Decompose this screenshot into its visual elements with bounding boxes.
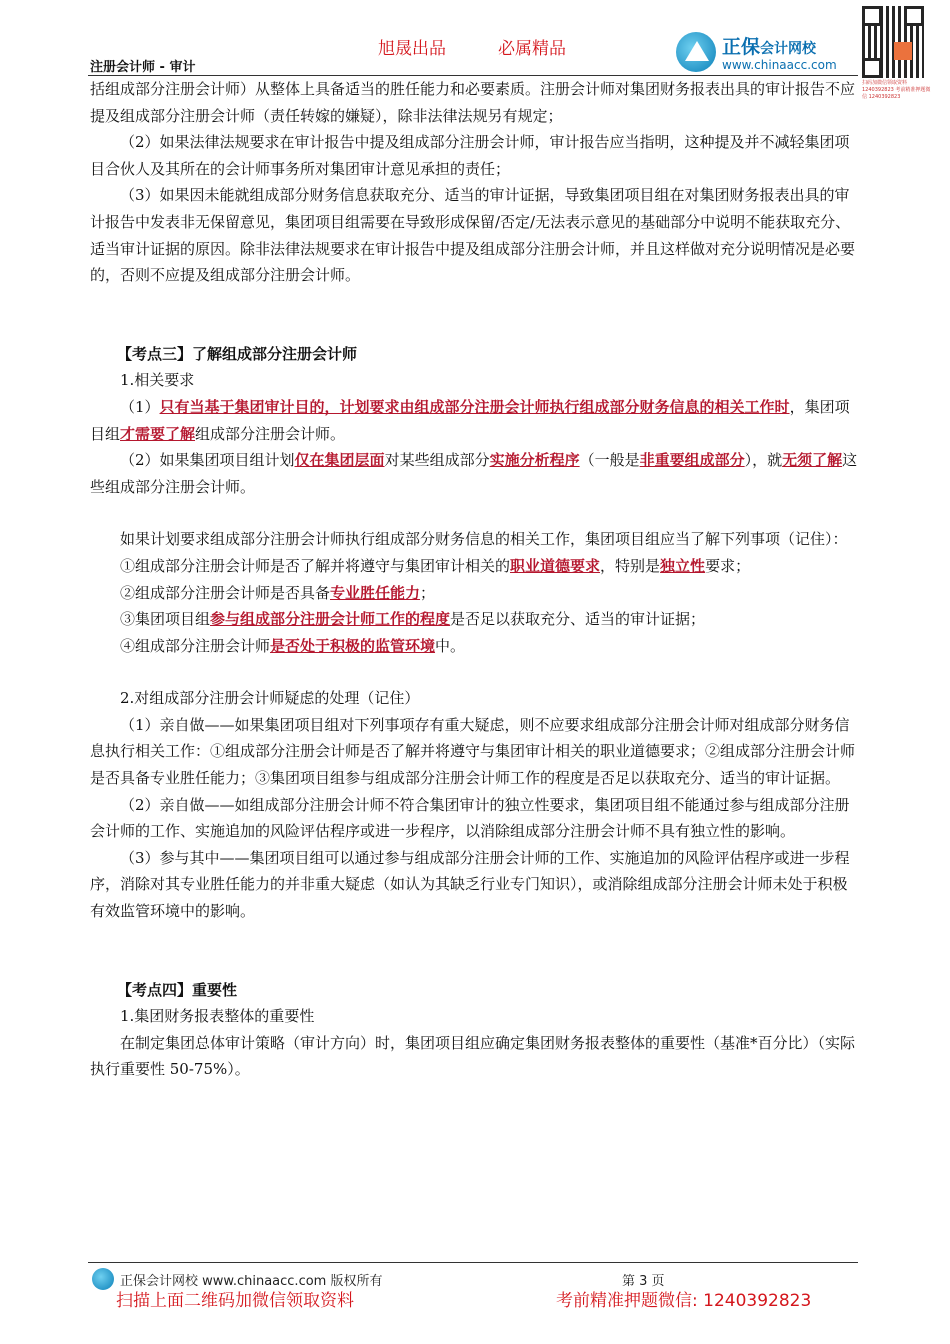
req2-mid-3: ），就	[744, 451, 783, 470]
section-4-paragraph: 在制定集团总体审计策略（审计方向）时，集团项目组应确定集团财务报表整体的重要性（基准*百分比）（实际执行重要性 50-75%）。	[90, 1033, 856, 1079]
header-slogan-right: 必属精品	[498, 39, 566, 59]
item2-highlight: 专业胜任能力	[330, 583, 421, 602]
item3-highlight: 参与组成部分注册会计师工作的程度	[210, 610, 451, 629]
list-item-3	[90, 606, 860, 633]
footer-divider	[88, 1262, 858, 1263]
req1-highlight-1: 只有当基于集团审计目的，计划要求由组成部分注册会计师执行组成部分财务信息的相关工作时	[159, 397, 790, 416]
item4-prefix: ④组成部分注册会计师	[120, 636, 271, 655]
brand-main: 正保	[722, 36, 761, 58]
item1-highlight-2: 独立性	[660, 556, 706, 575]
footer-page-number: 第 3 页	[622, 1274, 665, 1289]
req1-suffix: 组成部分注册会计师。	[195, 424, 346, 443]
requirement-2	[90, 447, 860, 500]
section-4-title: 【考点四】重要性	[117, 980, 238, 999]
item1-suffix: 要求；	[705, 556, 751, 575]
req1-mid: ，集团项目组	[90, 397, 850, 443]
intro-paragraph-3: （3）如果因未能就组成部分财务信息获取充分、适当的审计证据，导致集团项目组在对集团财务报表出具的审计报告中发表非无保留意见，集团项目组需要在导致形成保留/否定/无法表示意见的基础部分中说明不能获取充分、适当审计证据的原因。除非法律法规要求在审计报告中提及组成部分注册会计师，并且这样做对充分说明情况是必要的，否则不应提及组成部分注册会计师。	[90, 186, 856, 285]
qr-corner-icon	[904, 6, 924, 26]
item3-suffix: 是否足以获取充分、适当的审计证据；	[450, 610, 706, 629]
item3-prefix: ③集团项目组	[120, 610, 211, 629]
req1-prefix: （1）	[120, 397, 160, 416]
item1-highlight-1: 职业道德要求	[510, 556, 601, 575]
list-item-4	[90, 633, 860, 660]
header-slogan-left: 旭晟出品	[378, 39, 446, 59]
item4-suffix: 中。	[435, 636, 466, 655]
req2-highlight-2: 实施分析程序	[489, 451, 580, 470]
req2-highlight-1: 仅在集团层面	[294, 451, 385, 470]
section-4-sub1: 1.集团财务报表整体的重要性	[120, 1007, 315, 1026]
doubt-handling-2: （2）亲自做——如组成部分注册会计师不符合集团审计的独立性要求，集团项目组不能通过参与组成部分注册会计师的工作、实施追加的风险评估程序或进一步程序，以消除组成部分注册会计师不具有独立性的影响。	[90, 795, 850, 841]
doubt-handling-3: （3）参与其中——集团项目组可以通过参与组成部分注册会计师的工作、实施追加的风险评估程序或进一步程序，消除对其专业胜任能力的并非重大疑虑（如认为其缺乏行业专门知识），或消除组成部分注册会计师未处于积极有效监管环境中的影响。	[90, 848, 850, 921]
item2-suffix: ；	[420, 583, 436, 602]
intro-paragraph-2: （2）如果法律法规要求在审计报告中提及组成部分注册会计师，审计报告应当指明，这种提及并不减轻集团项目合伙人及其所在的会计师事务所对集团审计意见承担的责任；	[90, 133, 850, 178]
section-3-title: 【考点三】了解组成部分注册会计师	[117, 344, 358, 363]
section-3-sub2: 2.对组成部分注册会计师疑虑的处理（记住）	[120, 689, 420, 708]
brand-sub: 会计网校	[760, 41, 817, 57]
brand-logo[interactable]	[676, 28, 856, 76]
qr-code-icon[interactable]	[862, 6, 924, 78]
item1-prefix: ①组成部分注册会计师是否了解并将遵守与集团审计相关的	[120, 556, 511, 575]
qr-corner-icon	[862, 58, 882, 78]
doubt-handling-1: （1）亲自做——如果集团项目组对下列事项存有重大疑虑，则不应要求组成部分注册会计师对组成部分财务信息执行相关工作：①组成部分注册会计师是否了解并将遵守与集团审计相关的职业道德要求；②组成部分注册会计师是否具备专业胜任能力；③集团项目组参与组成部分注册会计师工作的程度是否足以获取充分、适当的审计证据。	[90, 715, 856, 788]
req2-highlight-3: 非重要组成部分	[639, 451, 745, 470]
list-item-1	[90, 553, 860, 580]
footer-promo-right: 考前精准押题微信: 1240392823	[556, 1291, 812, 1311]
qr-corner-icon	[862, 6, 882, 26]
req2-mid-1: 对某些组成部分	[384, 451, 490, 470]
section-3-intro: 如果计划要求组成部分注册会计师执行组成部分财务信息的相关工作，集团项目组应当了解下列事项（记住）：	[120, 530, 848, 549]
item2-prefix: ②组成部分注册会计师是否具备	[120, 583, 331, 602]
requirement-1	[90, 394, 860, 447]
qr-caption: 扫码加微信领取资料 1240392823 考前精准押题微信 1240392823	[862, 80, 931, 100]
list-item-2	[90, 580, 860, 607]
item1-mid: ，特别是	[600, 556, 661, 575]
req2-mid-2: （一般是	[579, 451, 640, 470]
item4-highlight: 是否处于积极的监管环境	[270, 636, 436, 655]
logo-triangle-icon	[685, 41, 709, 61]
section-3-sub1: 1.相关要求	[120, 371, 195, 390]
footer-logo-icon	[92, 1268, 114, 1290]
req2-prefix: （2）如果集团项目组计划	[120, 451, 295, 470]
req2-suffix: 这些组成部分注册会计师。	[90, 451, 858, 496]
footer-copyright: 正保会计网校 www.chinaacc.com 版权所有	[120, 1274, 383, 1289]
req1-highlight-2: 才需要了解	[120, 424, 196, 443]
doc-title: 注册会计师 - 审计	[90, 60, 196, 75]
footer-promo-left: 扫描上面二维码加微信领取资料	[116, 1291, 354, 1311]
intro-paragraph-1: 括组成部分注册会计师）从整体上具备适当的胜任能力和必要素质。注册会计师对集团财务报表出具的审计报告不应提及组成部分注册会计师（责任转嫁的嫌疑），除非法律法规另有规定；	[90, 80, 856, 125]
document-body	[90, 76, 860, 1083]
req2-highlight-4: 无须了解	[782, 451, 843, 470]
qr-badge-icon	[894, 42, 912, 60]
brand-site: www.chinaacc.com	[722, 58, 837, 72]
